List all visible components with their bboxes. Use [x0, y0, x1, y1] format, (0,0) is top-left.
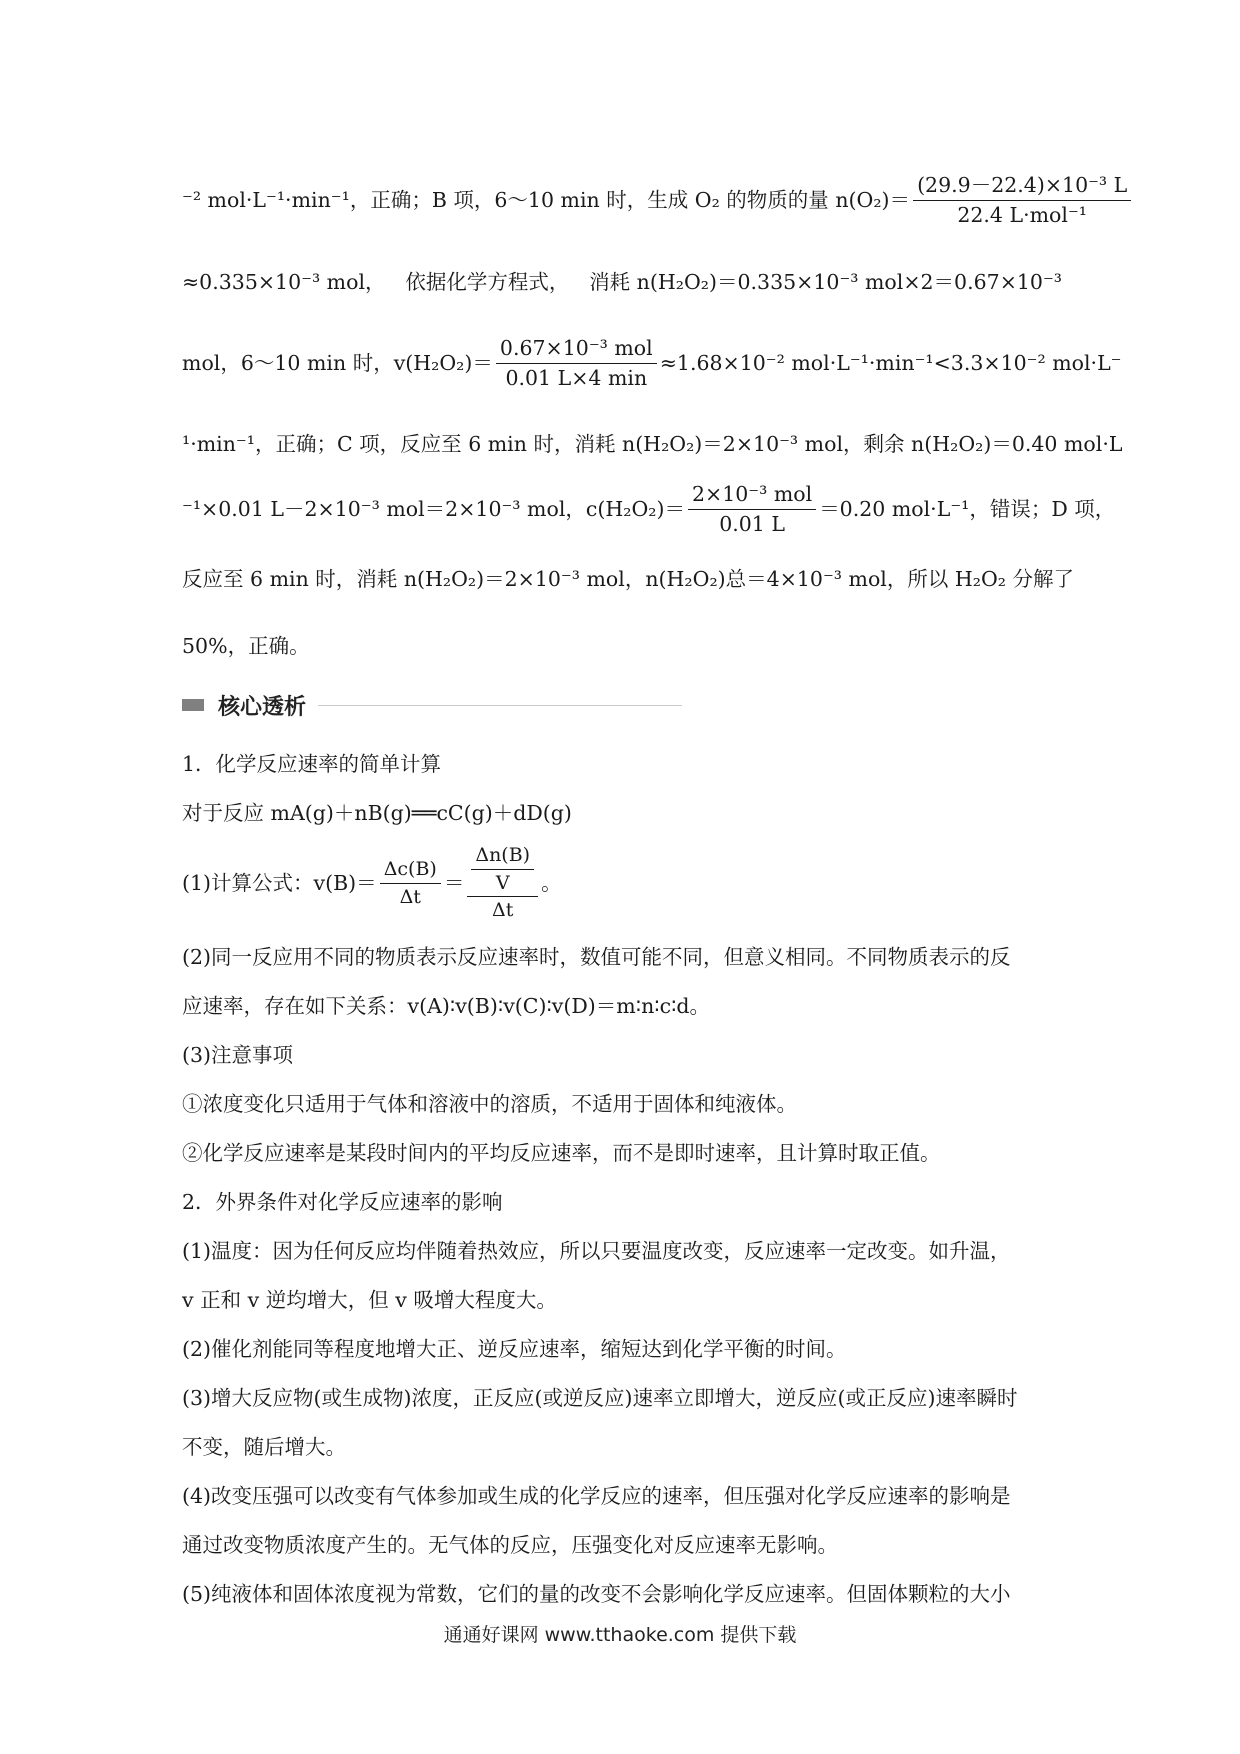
text-run: (1)温度：因为任何反应均伴随着热效应，所以只要温度改变，反应速率一定改变。如升温， — [182, 1239, 1011, 1263]
text-run: (2)同一反应用不同的物质表示反应速率时，数值可能不同，但意义相同。不同物质表示的反 — [182, 945, 1011, 969]
text-run: ②化学反应速率是某段时间内的平均反应速率，而不是即时速率，且计算时取正值。 — [182, 1141, 941, 1165]
text-run: ＝ — [443, 870, 465, 895]
fraction-numerator: Δn(B) — [471, 845, 534, 870]
section-divider — [318, 705, 682, 706]
text-run: ＝0.20 mol·L⁻¹，错误；D 项， — [819, 496, 1116, 521]
text-run: 50%，正确。 — [182, 634, 310, 658]
text-run: 应速率，存在如下关系：v(A)∶v(B)∶v(C)∶v(D)＝m∶n∶c∶d。 — [182, 994, 711, 1018]
section-header — [182, 690, 682, 720]
fraction-denominator: 0.01 L — [719, 511, 785, 536]
text-line — [182, 803, 1062, 824]
text-run: 消耗 n(H₂O₂)＝2×10⁻³ mol， — [356, 566, 646, 591]
text-line — [182, 270, 1062, 294]
text-run: 依据化学方程式， — [405, 269, 570, 294]
fraction-numerator: 2×10⁻³ mol — [688, 483, 816, 510]
footer-text: 通通好课网 www.tthaoke.com 提供下载 — [443, 1624, 797, 1646]
text-line — [182, 1045, 1062, 1066]
text-run: mol，6～10 min 时，v(H₂O₂)＝ — [182, 350, 493, 375]
fraction-denominator: 0.01 L×4 min — [505, 365, 648, 390]
text-line — [182, 1339, 1062, 1360]
text-line — [182, 1241, 1062, 1262]
text-run: 不变，随后增大。 — [182, 1435, 346, 1459]
fraction-numerator: (29.9－22.4)×10⁻³ L — [913, 174, 1131, 201]
fraction-denominator: Δt — [399, 885, 421, 908]
text-run: (3)注意事项 — [182, 1043, 294, 1067]
text-run: (2)催化剂能同等程度地增大正、逆反应速率，缩短达到化学平衡的时间。 — [182, 1337, 847, 1361]
text-run: (4)改变压强可以改变有气体参加或生成的化学反应的速率，但压强对化学反应速率的影响是 — [182, 1484, 1011, 1508]
text-line — [182, 1535, 1062, 1556]
text-run: (3)增大反应物(或生成物)浓度，正反应(或逆反应)速率立即增大，逆反应(或正反应)速率瞬时 — [182, 1386, 1018, 1410]
text-run: ①浓度变化只适用于气体和溶液中的溶质，不适用于固体和纯液体。 — [182, 1092, 797, 1116]
section-title: 核心透析 — [218, 694, 307, 720]
text-run: 消耗 n(H₂O₂)＝2×10⁻³ mol，剩余 n(H₂O₂)＝0.40 mol·L — [574, 431, 1123, 456]
text-line — [182, 481, 1116, 536]
fraction — [471, 845, 534, 894]
text-line — [182, 1290, 1062, 1311]
text-line — [182, 1388, 1062, 1409]
page-footer — [0, 1620, 1240, 1647]
text-run: 。 — [541, 870, 562, 895]
text-run: 通过改变物质浓度产生的。无气体的反应，压强变化对反应速率无影响。 — [182, 1533, 838, 1557]
text-line — [182, 431, 1123, 456]
text-run: ⁻¹×0.01 L－2×10⁻³ mol＝2×10⁻³ mol，c(H₂O₂)＝ — [182, 496, 685, 521]
fraction — [913, 174, 1131, 226]
fraction — [688, 483, 816, 535]
text-line — [182, 335, 1122, 390]
fraction — [380, 859, 441, 908]
text-run: ≈0.335×10⁻³ mol， — [182, 269, 386, 294]
subheading — [182, 754, 1062, 775]
text-run: v 正和 v 逆均增大，但 v 吸增大程度大。 — [182, 1288, 557, 1312]
text-run: 对于反应 mA(g)＋nB(g)══cC(g)＋dD(g) — [182, 801, 572, 825]
fraction — [467, 845, 538, 922]
subheading-text: 2．外界条件对化学反应速率的影响 — [182, 1190, 503, 1214]
text-line — [182, 1143, 1062, 1164]
fraction-numerator: Δc(B) — [380, 859, 441, 884]
text-run: n(H₂O₂)总＝4×10⁻³ mol，所以 H₂O₂ 分解了 — [645, 566, 1075, 591]
text-line — [182, 566, 1075, 591]
subheading — [182, 1192, 1062, 1213]
subheading-text: 1．化学反应速率的简单计算 — [182, 752, 442, 776]
text-line — [182, 1584, 1062, 1605]
text-run — [493, 337, 1122, 389]
text-run: ⁻² mol·L⁻¹·min⁻¹，正确；B 项，6～10 min 时，生成 O₂ 的物质的量 n(O₂)＝ — [182, 187, 911, 212]
text-run: 消耗 n(H₂O₂)＝0.335×10⁻³ mol×2＝0.67×10⁻³ — [589, 269, 1062, 294]
section-marker-icon — [182, 699, 204, 711]
fraction-denominator: Δt — [492, 899, 514, 922]
fraction — [496, 337, 657, 389]
text-run: (5)纯液体和固体浓度视为常数，它们的量的改变不会影响化学反应速率。但固体颗粒的大小 — [182, 1582, 1011, 1606]
text-line — [182, 636, 1062, 660]
text-line — [182, 172, 1128, 227]
fraction-denominator: 22.4 L·mol⁻¹ — [957, 202, 1087, 227]
text-run: 反应至 6 min 时， — [182, 566, 357, 591]
fraction-denominator: V — [495, 871, 510, 894]
text-line — [182, 1437, 1062, 1458]
text-line — [182, 947, 1062, 968]
fraction-numerator: 0.67×10⁻³ mol — [496, 337, 657, 364]
text-run: (1)计算公式：v(B)＝ — [182, 870, 377, 895]
text-run: ≈1.68×10⁻² mol·L⁻¹·min⁻¹<3.3×10⁻² mol·L⁻ — [659, 350, 1122, 375]
text-run: ¹·min⁻¹，正确；C 项，反应至 6 min 时， — [182, 431, 575, 456]
fraction-numerator — [467, 845, 538, 898]
formula-line — [182, 843, 1062, 922]
text-line — [182, 1486, 1062, 1507]
text-line — [182, 1094, 1062, 1115]
text-line — [182, 996, 1062, 1017]
